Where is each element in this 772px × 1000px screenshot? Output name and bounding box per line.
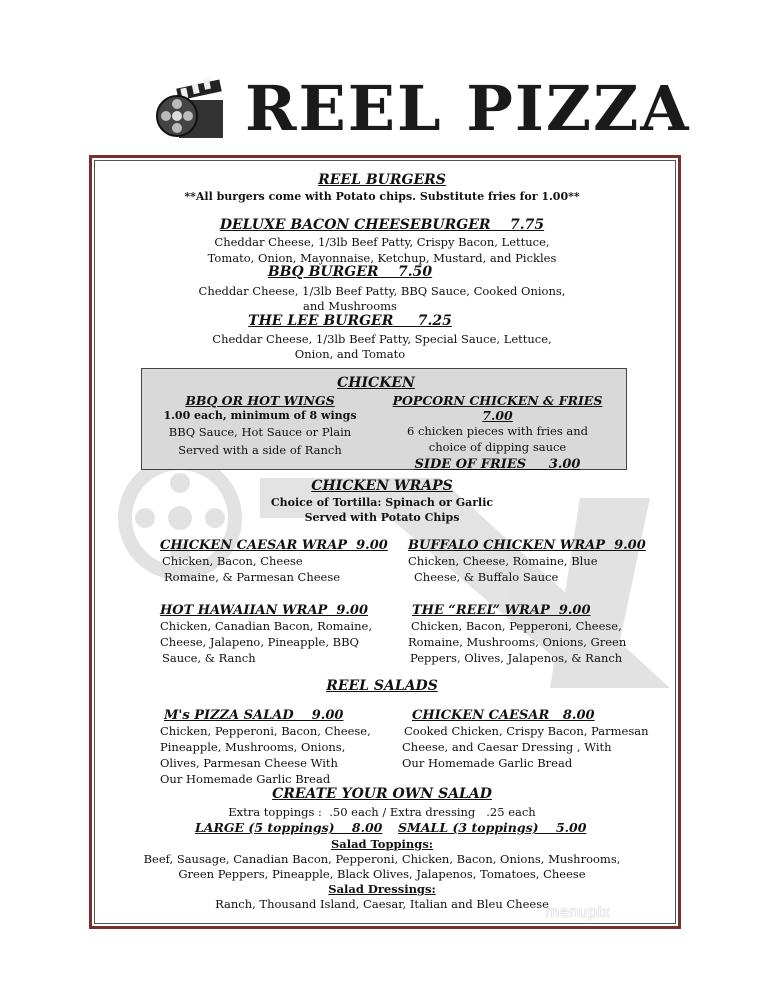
burgers-note: **All burgers come with Potato chips. Substitute fries for 1.00** bbox=[184, 190, 580, 203]
watermark: menupix bbox=[545, 903, 611, 921]
menu-item-name: THE LEE BURGER 7.25 bbox=[248, 313, 452, 329]
wrap-item bbox=[160, 538, 400, 585]
menu-item-desc: Cheddar Cheese, 1/3lb Beef Patty, Crispy Bacon, Lettuce, bbox=[214, 235, 550, 249]
salad-desc: Olives, Parmesan Cheese With bbox=[160, 756, 338, 770]
menu-item-desc: Tomato, Onion, Mayonnaise, Ketchup, Mustard, and Pickles bbox=[207, 251, 557, 265]
fries-item: SIDE OF FRIES 3.00 bbox=[414, 457, 581, 472]
wrap-desc: Cheese, Jalapeno, Pineapple, BBQ bbox=[160, 635, 359, 649]
chicken-heading: CHICKEN bbox=[337, 375, 415, 391]
wings-item bbox=[150, 393, 370, 458]
popcorn-name: POPCORN CHICKEN & FRIES 7.00 bbox=[392, 393, 603, 423]
wraps-heading: CHICKEN WRAPS bbox=[311, 478, 453, 494]
menu-item-name: BBQ BURGER 7.50 bbox=[267, 264, 433, 280]
create-salad-heading: CREATE YOUR OWN SALAD bbox=[272, 786, 492, 802]
wraps-note: Served with Potato Chips bbox=[304, 511, 460, 524]
film-reel-logo-icon bbox=[155, 76, 225, 146]
salads-heading: REEL SALADS bbox=[326, 678, 438, 694]
wrap-name: THE “REEL” WRAP 9.00 bbox=[412, 603, 591, 618]
wrap-desc: Chicken, Bacon, Cheese bbox=[162, 554, 303, 568]
wings-line: BBQ Sauce, Hot Sauce or Plain bbox=[168, 425, 352, 439]
wrap-name: BUFFALO CHICKEN WRAP 9.00 bbox=[408, 538, 646, 553]
menu-item-desc: Cheddar Cheese, 1/3lb Beef Patty, BBQ Sauce, Cooked Onions, bbox=[198, 284, 566, 298]
burgers-heading: REEL BURGERS bbox=[318, 172, 446, 188]
popcorn-line: 6 chicken pieces with fries and bbox=[406, 424, 589, 438]
wrap-desc: Peppers, Olives, Jalapenos, & Ranch bbox=[410, 651, 623, 665]
salad-desc: Pineapple, Mushrooms, Onions, bbox=[160, 740, 346, 754]
wrap-desc: Cheese, & Buffalo Sauce bbox=[414, 570, 559, 584]
small-salad-price: SMALL (3 toppings) 5.00 bbox=[398, 820, 587, 835]
large-salad-price: LARGE (5 toppings) 8.00 bbox=[195, 820, 383, 835]
menu-item-name: DELUXE BACON CHEESEBURGER 7.75 bbox=[219, 217, 545, 233]
popcorn-item bbox=[380, 393, 615, 472]
menu-item-desc: Cheddar Cheese, 1/3lb Beef Patty, Special Sauce, Lettuce, bbox=[212, 332, 552, 346]
wrap-desc: Chicken, Bacon, Pepperoni, Cheese, bbox=[411, 619, 622, 633]
menu-item-desc: and Mushrooms bbox=[303, 299, 397, 313]
salad-extras: Extra toppings : .50 each / Extra dressing .25 each bbox=[228, 805, 536, 819]
wraps-note: Choice of Tortilla: Spinach or Garlic bbox=[270, 496, 494, 509]
wings-line: 1.00 each, minimum of 8 wings bbox=[163, 409, 357, 422]
dressings-heading: Salad Dressings: bbox=[328, 882, 436, 896]
salad-desc: Cheese, and Caesar Dressing , With bbox=[402, 740, 612, 754]
wrap-name: HOT HAWAIIAN WRAP 9.00 bbox=[160, 603, 369, 618]
menu-item-desc: Onion, and Tomato bbox=[294, 347, 406, 361]
salad-item bbox=[402, 708, 662, 771]
toppings-list: Beef, Sausage, Canadian Bacon, Pepperoni, Chicken, Bacon, Onions, Mushrooms, bbox=[143, 852, 621, 866]
restaurant-title: REEL PIZZA bbox=[245, 72, 691, 145]
salad-desc: Cooked Chicken, Crispy Bacon, Parmesan bbox=[404, 724, 649, 738]
wrap-desc: Romaine, Mushrooms, Onions, Green bbox=[408, 635, 627, 649]
wrap-desc: Romaine, & Parmesan Cheese bbox=[164, 570, 341, 584]
salad-desc: Our Homemade Garlic Bread bbox=[402, 756, 573, 770]
salad-desc: Chicken, Pepperoni, Bacon, Cheese, bbox=[160, 724, 371, 738]
salad-item bbox=[160, 708, 400, 787]
toppings-list: Green Peppers, Pineapple, Black Olives, Jalapenos, Tomatoes, Cheese bbox=[178, 867, 586, 881]
wrap-item bbox=[408, 538, 658, 585]
dressings-list: Ranch, Thousand Island, Caesar, Italian and Bleu Cheese bbox=[215, 897, 549, 911]
popcorn-line: choice of dipping sauce bbox=[428, 440, 567, 454]
wrap-desc: Sauce, & Ranch bbox=[162, 651, 256, 665]
toppings-heading: Salad Toppings: bbox=[330, 837, 434, 851]
wrap-desc: Chicken, Canadian Bacon, Romaine, bbox=[160, 619, 372, 633]
wings-name: BBQ OR HOT WINGS bbox=[185, 393, 335, 408]
wrap-item bbox=[160, 603, 400, 666]
salad-desc: Our Homemade Garlic Bread bbox=[160, 772, 331, 786]
wings-line: Served with a side of Ranch bbox=[178, 443, 342, 457]
salad-name: CHICKEN CAESAR 8.00 bbox=[412, 708, 595, 723]
wrap-desc: Chicken, Cheese, Romaine, Blue bbox=[408, 554, 598, 568]
wrap-name: CHICKEN CAESAR WRAP 9.00 bbox=[160, 538, 388, 553]
salad-name: M's PIZZA SALAD 9.00 bbox=[164, 708, 344, 723]
wrap-item bbox=[408, 603, 658, 666]
